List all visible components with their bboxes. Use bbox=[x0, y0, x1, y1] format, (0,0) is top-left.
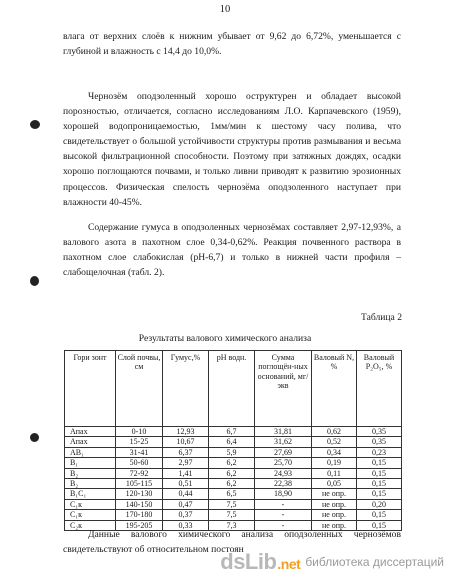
table-cell: 0,15 bbox=[357, 458, 402, 468]
table-row bbox=[65, 468, 402, 478]
table-cell: 5,9 bbox=[209, 447, 255, 457]
table-cell: 22,38 bbox=[255, 479, 312, 489]
table-cell: 18,90 bbox=[255, 489, 312, 499]
table-cell: 0,15 bbox=[357, 510, 402, 520]
table-cell: 0,05 bbox=[312, 479, 357, 489]
table-caption: Результаты валового химического анализа bbox=[138, 333, 312, 344]
table-cell: 0,44 bbox=[163, 489, 209, 499]
table-cell: 25,70 bbox=[255, 458, 312, 468]
table-cell: 6,2 bbox=[209, 468, 255, 478]
table-cell: 10,67 bbox=[163, 437, 209, 447]
chemical-analysis-table bbox=[64, 350, 402, 531]
table-row bbox=[65, 510, 402, 520]
table-cell: не опр. bbox=[312, 520, 357, 530]
watermark-footer bbox=[220, 549, 444, 575]
paragraph-structure: Чернозём оподзоленный хорошо оструктурен и обладает высокой порозностью, отличается, согласно исследованиям Л.О. Карпачевского (1959), хорошей водопроницаемостью, 1мм/мин к шестому часу полива, что свидетельствует о большой устойчивости структуры против размывания и весьма высокой фильтрационной способности. Поэтому при затяжных дождях, осадки хорошо поглощаются почвами, и только ливни приводят к развитию эрозионных процессов. Физическая спелость чернозёма оподзоленного наступает при влажности 40-45%. bbox=[63, 91, 401, 208]
site-tagline: библиотека диссертаций bbox=[305, 555, 444, 569]
scan-blot bbox=[30, 433, 39, 442]
table-cell: 2,97 bbox=[163, 458, 209, 468]
table-number: Таблица 2 bbox=[360, 312, 402, 323]
table-cell: 24,93 bbox=[255, 468, 312, 478]
table-cell: 6,5 bbox=[209, 489, 255, 499]
table-row bbox=[65, 499, 402, 509]
table-body bbox=[65, 427, 402, 531]
table-cell: 0,11 bbox=[312, 468, 357, 478]
table-row bbox=[65, 458, 402, 468]
table-cell: B₁C₁ bbox=[65, 489, 116, 499]
table-row bbox=[65, 427, 402, 437]
table-cell: 31-41 bbox=[116, 447, 163, 457]
table-cell: 7,5 bbox=[209, 499, 255, 509]
table-cell: 0,52 bbox=[312, 437, 357, 447]
table-cell: C₂к bbox=[65, 520, 116, 530]
table-cell: 0,19 bbox=[312, 458, 357, 468]
table-cell: 0,51 bbox=[163, 479, 209, 489]
table-header-cell: Гумус,% bbox=[163, 351, 209, 427]
table-header-cell: Гори зонт bbox=[65, 351, 116, 427]
table-row bbox=[65, 479, 402, 489]
table-cell: 0,35 bbox=[357, 437, 402, 447]
table-cell: B₂ bbox=[65, 468, 116, 478]
table-header-cell: Сумма поглощён-ных оснований, мг/экв bbox=[255, 351, 312, 427]
table-cell: 170-180 bbox=[116, 510, 163, 520]
table-cell: 0,62 bbox=[312, 427, 357, 437]
table-cell: 6,2 bbox=[209, 479, 255, 489]
table-cell: 0,15 bbox=[357, 468, 402, 478]
table-cell: не опр. bbox=[312, 510, 357, 520]
table-cell: - bbox=[255, 510, 312, 520]
table-cell: - bbox=[255, 520, 312, 530]
table-cell: B₂ bbox=[65, 479, 116, 489]
table-cell: C₁к bbox=[65, 499, 116, 509]
table-cell: 6,2 bbox=[209, 458, 255, 468]
paragraph-humus: Содержание гумуса в оподзоленных чернозёмах составляет 2,97-12,93%, а валового азота в пахотном слое 0,34-0,62%. Реакция почвенного раствора в пахотном слое слабокислая (рН-6,7) и только в нижней части профиля – слабощелочная (табл. 2). bbox=[63, 222, 401, 279]
table-cell: 27,69 bbox=[255, 447, 312, 457]
table-cell: 105-115 bbox=[116, 479, 163, 489]
table-header-cell: рН водн. bbox=[209, 351, 255, 427]
table-cell: 50-60 bbox=[116, 458, 163, 468]
paragraph-analysis: Данные валового химического анализа оподзоленных чернозёмов свидетельствуют об относительном постоян bbox=[63, 529, 401, 556]
table-header-cell: Валовый P₂O₅, % bbox=[357, 351, 402, 427]
table-cell: 12,93 bbox=[163, 427, 209, 437]
table-row bbox=[65, 447, 402, 457]
table-cell: 31,81 bbox=[255, 427, 312, 437]
scan-blot bbox=[30, 120, 40, 129]
table-cell: 0-10 bbox=[116, 427, 163, 437]
table-cell: AB₁ bbox=[65, 447, 116, 457]
table-cell: 0,47 bbox=[163, 499, 209, 509]
table-cell: 0,33 bbox=[163, 520, 209, 530]
table-cell: 0,15 bbox=[357, 520, 402, 530]
table-cell: Aпах bbox=[65, 427, 116, 437]
table-cell: C₁к bbox=[65, 510, 116, 520]
table-cell: 0,20 bbox=[357, 499, 402, 509]
table-cell: - bbox=[255, 499, 312, 509]
table-cell: 0,34 bbox=[312, 447, 357, 457]
table-cell: B₁ bbox=[65, 458, 116, 468]
table-row bbox=[65, 437, 402, 447]
site-logo: dsLib.net bbox=[220, 549, 301, 574]
table-header-row bbox=[65, 351, 402, 427]
table-cell: 0,35 bbox=[357, 427, 402, 437]
table-cell: 6,7 bbox=[209, 427, 255, 437]
table-cell: 1,41 bbox=[163, 468, 209, 478]
table-cell: 7,5 bbox=[209, 510, 255, 520]
table-cell: не опр. bbox=[312, 499, 357, 509]
table-cell: 120-130 bbox=[116, 489, 163, 499]
table-cell: 195-205 bbox=[116, 520, 163, 530]
table-cell: 0,15 bbox=[357, 479, 402, 489]
table-cell: 31,62 bbox=[255, 437, 312, 447]
table-cell: 15-25 bbox=[116, 437, 163, 447]
table-cell: 140-150 bbox=[116, 499, 163, 509]
table-header-cell: Слой почвы, см bbox=[116, 351, 163, 427]
scan-blot bbox=[30, 276, 39, 286]
table-cell: 0,37 bbox=[163, 510, 209, 520]
table-cell: 6,37 bbox=[163, 447, 209, 457]
table-cell: не опр. bbox=[312, 489, 357, 499]
table-header-cell: Валовый N, % bbox=[312, 351, 357, 427]
table-cell: 0,15 bbox=[357, 489, 402, 499]
table-cell: 6,4 bbox=[209, 437, 255, 447]
page-number: 10 bbox=[219, 4, 231, 15]
paragraph-moisture: влага от верхних слоёв к нижним убывает от 9,62 до 6,72%, уменьшается с глубиной и влажность с 14,4 до 10,0%. bbox=[63, 31, 401, 58]
table-cell: 7,3 bbox=[209, 520, 255, 530]
table-cell: 72-92 bbox=[116, 468, 163, 478]
table-cell: Aпах bbox=[65, 437, 116, 447]
table-cell: 0,23 bbox=[357, 447, 402, 457]
table-row bbox=[65, 489, 402, 499]
